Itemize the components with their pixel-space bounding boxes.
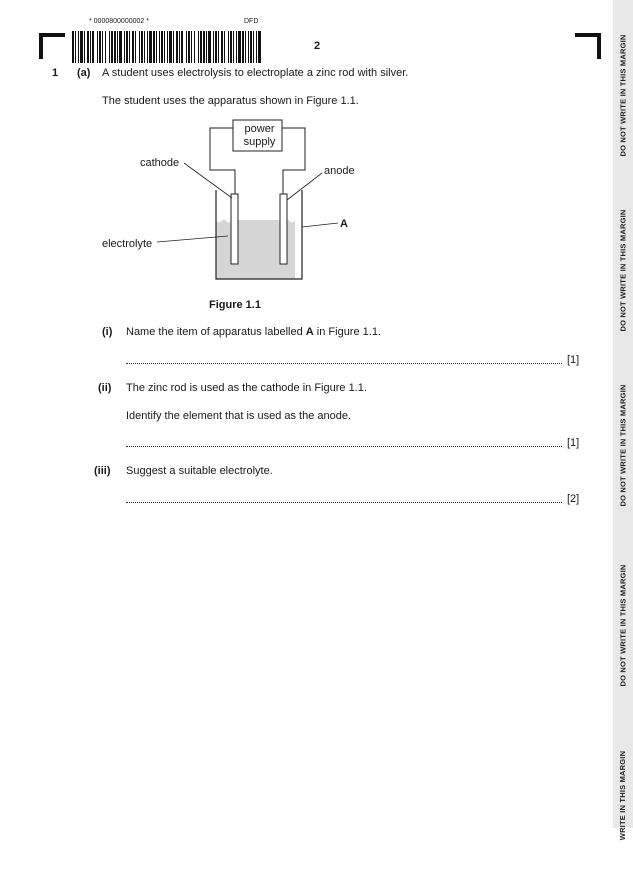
- figure-caption: Figure 1.1: [209, 299, 261, 311]
- margin-label: DO NOT WRITE IN THIS MARGIN: [618, 208, 628, 332]
- marks: [2]: [567, 493, 580, 505]
- cathode-leader: [184, 163, 232, 198]
- registration-mark-right: [575, 33, 601, 59]
- question-intro: A student uses electrolysis to electroplate a zinc rod with silver.: [102, 67, 409, 79]
- apparatus-text: The student uses the apparatus shown in Figure 1.1.: [102, 95, 359, 107]
- anode-label: anode: [324, 165, 355, 177]
- question-part: (a): [77, 67, 91, 79]
- answer-line[interactable]: [126, 502, 562, 503]
- subquestion-number: (i): [102, 326, 113, 338]
- electrolyte-label: electrolyte: [102, 238, 153, 250]
- margin-label: DO NOT WRITE IN THIS MARGIN: [618, 383, 628, 507]
- margin-label: DO NOT WRITE IN THIS MARGIN: [618, 563, 628, 687]
- subquestion-number: (ii): [98, 382, 112, 394]
- question-number: 1: [52, 67, 59, 79]
- subquestion-number: (iii): [94, 465, 111, 477]
- answer-line[interactable]: [126, 446, 562, 447]
- cathode-electrode: [231, 194, 238, 264]
- barcode: [72, 31, 262, 63]
- barcode-number: * 0000800000002 *: [89, 18, 149, 25]
- exam-code: DFD: [244, 18, 259, 25]
- margin-label: DO NOT WRITE IN THIS MARGIN: [618, 33, 628, 157]
- answer-line[interactable]: [126, 363, 562, 364]
- registration-mark-left: [39, 33, 65, 59]
- wire-cathode: [210, 128, 235, 194]
- page-number: 2: [314, 40, 321, 52]
- label-a-leader: [302, 223, 338, 227]
- subquestion-text: The zinc rod is used as the cathode in Figure 1.1.: [126, 382, 367, 394]
- marks: [1]: [567, 437, 580, 449]
- margin-label: WRITE IN THIS MARGIN: [618, 750, 628, 840]
- anode-leader: [287, 173, 322, 200]
- subquestion-text: Suggest a suitable electrolyte.: [126, 465, 273, 477]
- subquestion-text: Identify the element that is used as the anode.: [126, 410, 352, 422]
- anode-electrode: [280, 194, 287, 264]
- subquestion-text: Name the item of apparatus labelled A in Figure 1.1.: [126, 326, 381, 338]
- power-supply-label: power supply: [243, 123, 276, 148]
- marks: [1]: [567, 354, 580, 366]
- label-a: A: [340, 218, 348, 230]
- cathode-label: cathode: [140, 157, 180, 169]
- wire-anode: [282, 128, 305, 194]
